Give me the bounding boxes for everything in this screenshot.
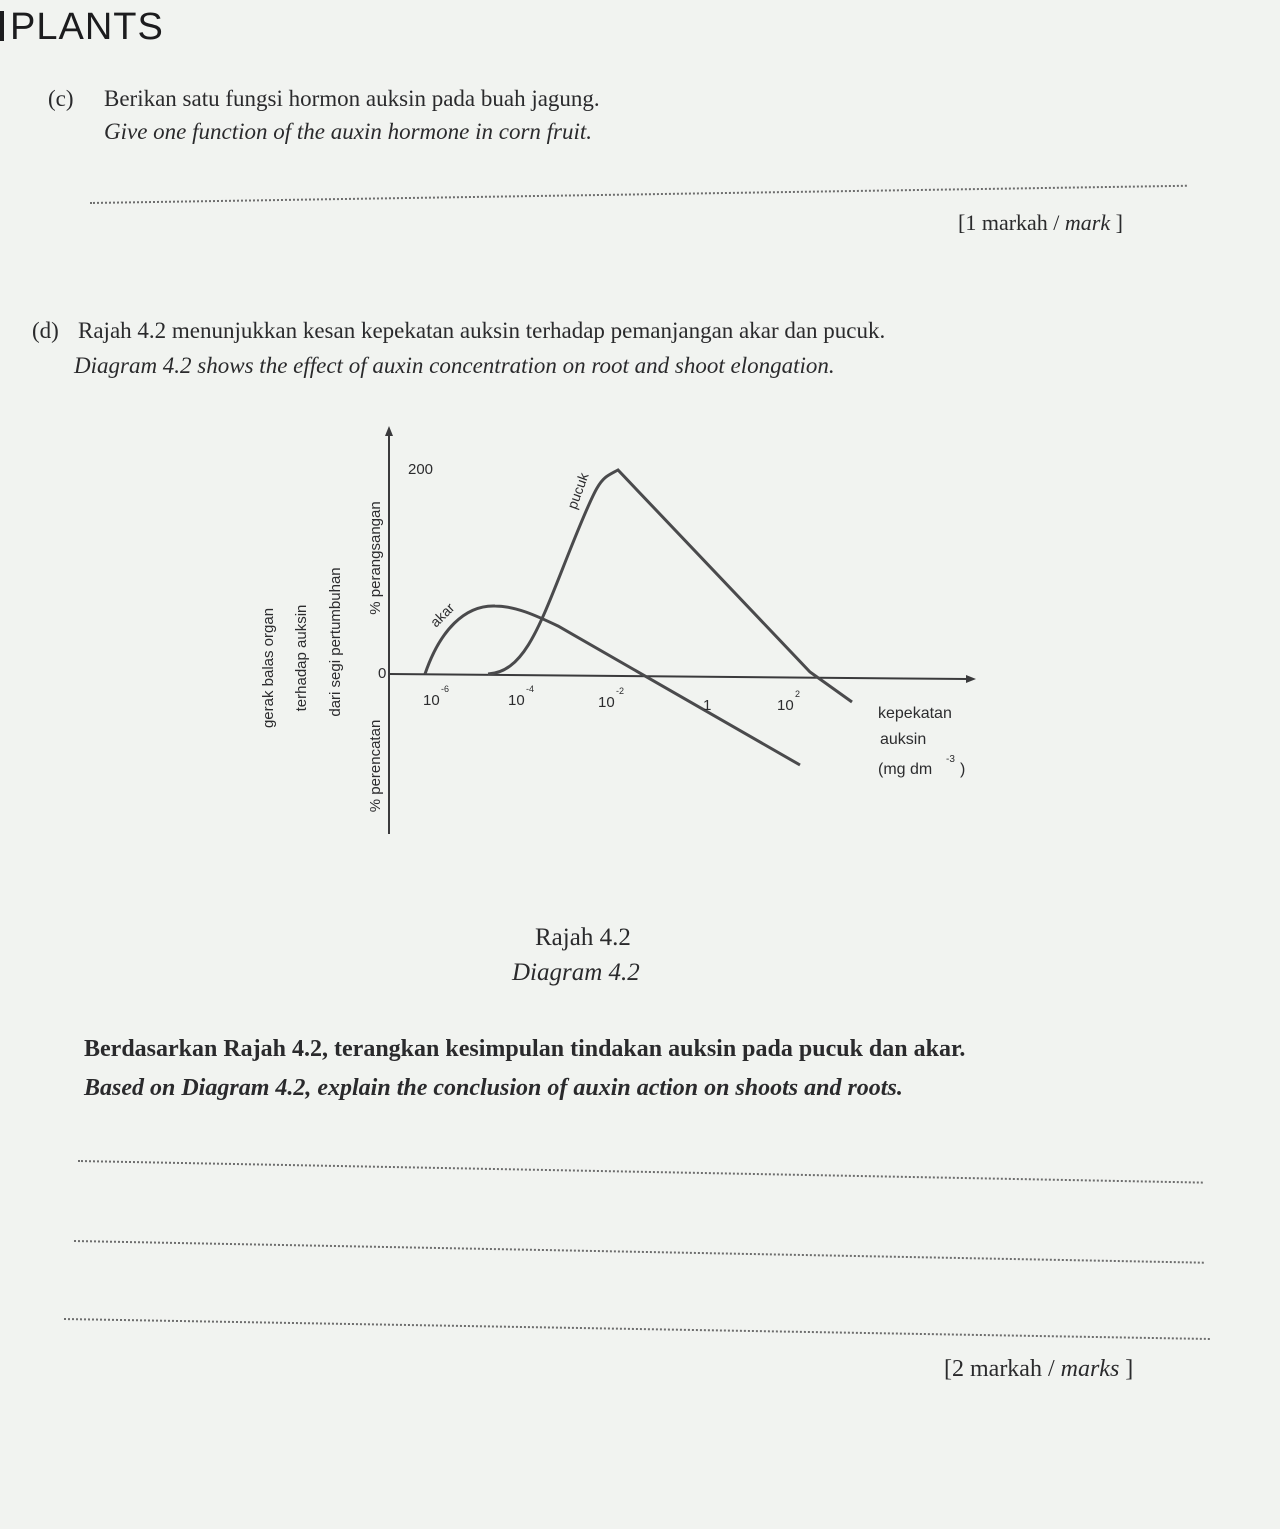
- marks-en-d: marks: [1060, 1356, 1120, 1382]
- x-axis-arrow: [966, 675, 976, 683]
- header-text: PLANTS: [10, 6, 164, 48]
- x-label-unit: (mg dm: [878, 761, 933, 778]
- answer-line-c[interactable]: [90, 185, 1187, 204]
- y-axis-arrow: [385, 426, 393, 436]
- auxin-graph: [240, 420, 1020, 840]
- part-c-label: (c): [48, 86, 74, 111]
- y-tick-0: 0: [378, 665, 387, 682]
- x-tick-1: [423, 684, 449, 709]
- answer-line-d-2[interactable]: [74, 1240, 1204, 1264]
- y-label-line-2: terhadap auksin: [293, 604, 310, 712]
- root-label: akar: [426, 599, 458, 631]
- x-label-unit-exp: -3: [946, 754, 955, 765]
- y-label-line-1: gerak balas organ: [260, 607, 277, 729]
- part-c-question-en: Give one function of the auxin hormone in corn fruit.: [104, 119, 593, 144]
- x-tick-2: [508, 684, 534, 709]
- shoot-curve: [488, 470, 852, 702]
- marks-prefix: [1 markah /: [958, 210, 1065, 235]
- part-d-question-en: Based on Diagram 4.2, explain the conclusion of auxin action on shoots and roots.: [84, 1075, 903, 1101]
- part-d-intro-en: Diagram 4.2 shows the effect of auxin concentration on root and shoot elongation.: [74, 353, 835, 378]
- x-tick-5-exp: 2: [795, 689, 801, 699]
- x-tick-5-base: 10: [777, 697, 794, 714]
- x-tick-5: [777, 689, 800, 714]
- y-label-stimulation: % perangsangan: [367, 501, 384, 615]
- marks-suffix: ]: [1110, 210, 1123, 235]
- x-tick-2-exp: -4: [526, 684, 535, 694]
- y-label-line-3: dari segi pertumbuhan: [327, 567, 344, 717]
- answer-line-d-3[interactable]: [64, 1318, 1210, 1340]
- marks-suffix-d: ]: [1119, 1356, 1134, 1382]
- x-label-line-2: auksin: [880, 731, 927, 748]
- diagram-caption-ms: Rajah 4.2: [535, 924, 631, 951]
- x-tick-3-exp: -2: [616, 686, 625, 696]
- root-curve: [425, 606, 800, 765]
- y-label-inhibition: % perencatan: [367, 719, 384, 813]
- answer-line-d-1[interactable]: [78, 1160, 1203, 1184]
- x-tick-4: [703, 697, 711, 714]
- x-label-line-3: [878, 754, 965, 778]
- marks-en: mark: [1064, 210, 1111, 235]
- x-tick-4-base: 1: [703, 697, 712, 714]
- part-c-marks: [958, 210, 1123, 236]
- edge-mark: [0, 11, 4, 41]
- x-tick-2-base: 10: [508, 692, 525, 709]
- marks-prefix-d: [2 markah /: [944, 1356, 1061, 1382]
- diagram-caption-en: Diagram 4.2: [512, 959, 640, 986]
- page-header: [0, 6, 164, 49]
- part-c-question-ms: Berikan satu fungsi hormon auksin pada buah jagung.: [104, 86, 600, 111]
- part-d-question-ms: Berdasarkan Rajah 4.2, terangkan kesimpulan tindakan auksin pada pucuk dan akar.: [84, 1036, 966, 1062]
- part-d-marks: [944, 1356, 1133, 1383]
- part-d-intro-ms: Rajah 4.2 menunjukkan kesan kepekatan auksin terhadap pemanjangan akar dan pucuk.: [78, 318, 886, 343]
- part-d-label: (d): [32, 318, 59, 343]
- x-tick-1-exp: -6: [441, 684, 450, 694]
- x-tick-1-base: 10: [423, 692, 440, 709]
- x-tick-3: [598, 686, 624, 711]
- x-tick-3-base: 10: [598, 694, 615, 711]
- x-label-unit-close: ): [960, 761, 966, 778]
- y-tick-200: 200: [408, 461, 434, 478]
- shoot-label: pucuk: [563, 470, 592, 512]
- x-label-line-1: kepekatan: [878, 705, 952, 722]
- x-axis: [389, 674, 968, 679]
